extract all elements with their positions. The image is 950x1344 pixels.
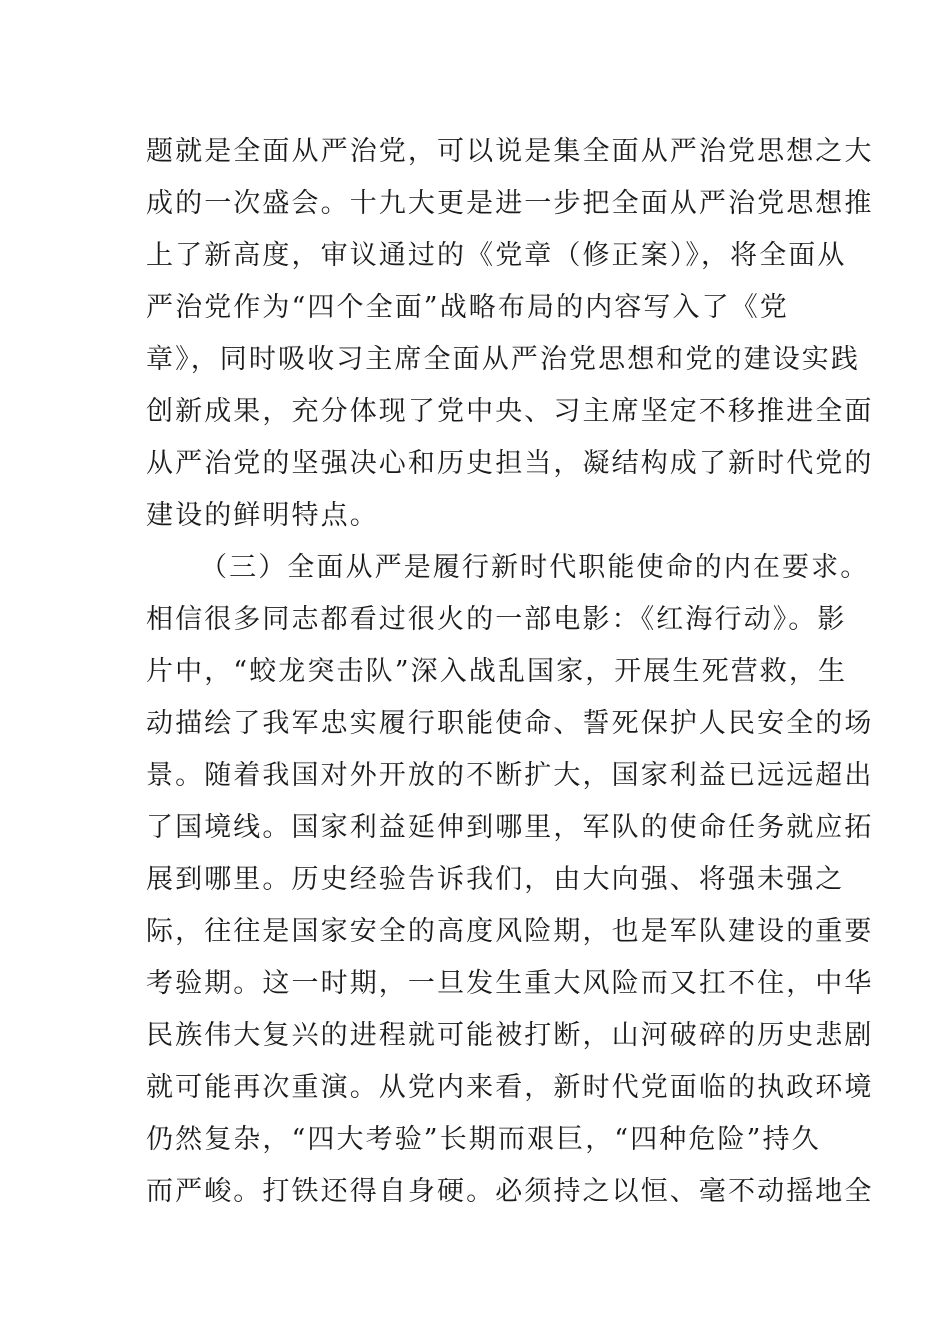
text-line: 际，往往是国家安全的高度风险期，也是军队建设的重要	[146, 916, 874, 947]
text-line: 上了新高度，审议通过的《党章（修正案）》，将全面从	[146, 240, 847, 271]
text-line: 考验期。这一时期，一旦发生重大风险而又扛不住，中华	[146, 968, 874, 999]
text-line: 相信很多同志都看过很火的一部电影：《红海行动》。影	[146, 604, 847, 635]
text-line: 成的一次盛会。十九大更是进一步把全面从严治党思想推	[146, 188, 874, 219]
text-line: 创新成果，充分体现了党中央、习主席坚定不移推进全面	[146, 396, 874, 427]
text-line: 从严治党的坚强决心和历史担当，凝结构成了新时代党的	[146, 448, 874, 479]
text-line: 景。随着我国对外开放的不断扩大，国家利益已远远超出	[146, 760, 874, 791]
text-line: 而严峻。打铁还得自身硬。必须持之以恒、毫不动摇地全	[146, 1176, 874, 1207]
text-line: 民族伟大复兴的进程就可能被打断，山河破碎的历史悲剧	[146, 1020, 874, 1051]
text-line: 片中，“蛟龙突击队”深入战乱国家，开展生死营救，生	[146, 656, 848, 687]
text-line: 就可能再次重演。从党内来看，新时代党面临的执政环境	[146, 1072, 874, 1103]
text-line: 题就是全面从严治党，可以说是集全面从严治党思想之大	[146, 136, 874, 167]
text-line: 仍然复杂，“四大考验”长期而艰巨，“四种危险”持久	[146, 1124, 821, 1155]
text-line: 展到哪里。历史经验告诉我们，由大向强、将强未强之	[146, 864, 845, 895]
text-line: 动描绘了我军忠实履行职能使命、誓死保护人民安全的场	[146, 708, 874, 739]
text-line: 严治党作为“四个全面”战略布局的内容写入了《党	[146, 292, 789, 323]
text-line: 建设的鲜明特点。	[146, 500, 379, 531]
text-line: 了国境线。国家利益延伸到哪里，军队的使命任务就应拓	[146, 812, 874, 843]
section-heading: （三）全面从严是履行新时代职能使命的内在要求。	[200, 552, 870, 583]
text-line: 章》，同时吸收习主席全面从严治党思想和党的建设实践	[146, 344, 860, 375]
